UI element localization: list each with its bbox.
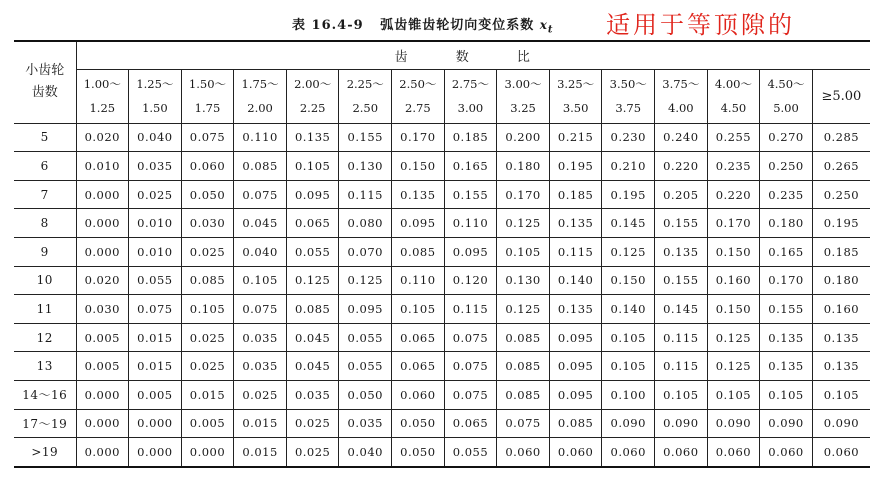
table-cell: 0.015 bbox=[129, 323, 182, 352]
table-cell: 0.060 bbox=[392, 380, 445, 409]
table-cell: 0.075 bbox=[444, 323, 497, 352]
table-cell: 0.040 bbox=[234, 237, 287, 266]
table-cell: 0.055 bbox=[286, 237, 339, 266]
table-cell: 0.080 bbox=[339, 209, 392, 238]
table-cell: 0.135 bbox=[812, 323, 870, 352]
table-cell: 0.065 bbox=[286, 209, 339, 238]
table-cell: 0.200 bbox=[497, 123, 550, 152]
range-from: 2.75～ bbox=[451, 77, 489, 91]
range-to: 4.50 bbox=[720, 101, 747, 115]
table-row bbox=[14, 295, 870, 324]
table-row bbox=[14, 409, 870, 438]
table-cell: 0.170 bbox=[497, 180, 550, 209]
table-cell: 0.010 bbox=[129, 237, 182, 266]
table-cell: 0.015 bbox=[181, 380, 234, 409]
row-label: >19 bbox=[14, 438, 76, 467]
table-cell: 0.210 bbox=[602, 152, 655, 181]
table-cell: 0.065 bbox=[392, 323, 445, 352]
table-cell: 0.090 bbox=[812, 409, 870, 438]
table-cell: 0.105 bbox=[602, 352, 655, 381]
table-cell: 0.000 bbox=[76, 209, 129, 238]
table-cell: 0.075 bbox=[444, 380, 497, 409]
table-cell: 0.055 bbox=[444, 438, 497, 467]
header-pinion-line1: 小齿轮 bbox=[25, 63, 65, 79]
table-cell: 0.010 bbox=[76, 152, 129, 181]
table-cell: 0.115 bbox=[655, 352, 708, 381]
table-cell: 0.170 bbox=[707, 209, 760, 238]
header-range-2 bbox=[181, 69, 234, 123]
table-cell: 0.075 bbox=[129, 295, 182, 324]
row-label: 6 bbox=[14, 152, 76, 181]
table-row bbox=[14, 380, 870, 409]
table-cell: 0.155 bbox=[444, 180, 497, 209]
header-pinion-line2: 齿数 bbox=[31, 85, 58, 101]
row-label: 5 bbox=[14, 123, 76, 152]
table-cell: 0.230 bbox=[602, 123, 655, 152]
table-cell: 0.265 bbox=[812, 152, 870, 181]
range-from: 3.50～ bbox=[609, 77, 647, 91]
table-cell: 0.135 bbox=[760, 323, 813, 352]
table-cell: 0.000 bbox=[181, 438, 234, 467]
table-row bbox=[14, 352, 870, 381]
table-cell: 0.000 bbox=[76, 380, 129, 409]
row-label: 11 bbox=[14, 295, 76, 324]
table-cell: 0.150 bbox=[707, 237, 760, 266]
table-cell: 0.250 bbox=[760, 152, 813, 181]
table-cell: 0.185 bbox=[549, 180, 602, 209]
table-cell: 0.220 bbox=[655, 152, 708, 181]
table-cell: 0.005 bbox=[181, 409, 234, 438]
header-range-10 bbox=[602, 69, 655, 123]
range-to: 2.75 bbox=[405, 101, 431, 115]
table-cell: 0.035 bbox=[129, 152, 182, 181]
table-cell: 0.250 bbox=[812, 180, 870, 209]
table-cell: 0.150 bbox=[707, 295, 760, 324]
table-row bbox=[14, 438, 870, 467]
table-cell: 0.060 bbox=[707, 438, 760, 467]
header-range-0 bbox=[76, 69, 129, 123]
table-cell: 0.100 bbox=[602, 380, 655, 409]
header-range-9 bbox=[549, 69, 602, 123]
table-cell: 0.140 bbox=[549, 266, 602, 295]
table-cell: 0.095 bbox=[549, 352, 602, 381]
row-label: 12 bbox=[14, 323, 76, 352]
table-cell: 0.145 bbox=[602, 209, 655, 238]
table-cell: 0.035 bbox=[286, 380, 339, 409]
table-row bbox=[14, 123, 870, 152]
header-range-3 bbox=[234, 69, 287, 123]
table-cell: 0.240 bbox=[655, 123, 708, 152]
table-cell: 0.085 bbox=[497, 352, 550, 381]
table-cell: 0.085 bbox=[286, 295, 339, 324]
table-cell: 0.095 bbox=[339, 295, 392, 324]
table-cell: 0.085 bbox=[549, 409, 602, 438]
row-label: 8 bbox=[14, 209, 76, 238]
table-cell: 0.060 bbox=[655, 438, 708, 467]
table-cell: 0.075 bbox=[234, 295, 287, 324]
table-cell: 0.125 bbox=[497, 295, 550, 324]
table-cell: 0.110 bbox=[392, 266, 445, 295]
table-cell: 0.085 bbox=[392, 237, 445, 266]
table-cell: 0.085 bbox=[497, 323, 550, 352]
table-cell: 0.000 bbox=[76, 438, 129, 467]
table-cell: 0.015 bbox=[234, 409, 287, 438]
table-cell: 0.075 bbox=[181, 123, 234, 152]
table-cell: 0.185 bbox=[812, 237, 870, 266]
table-cell: 0.065 bbox=[444, 409, 497, 438]
table-cell: 0.025 bbox=[286, 438, 339, 467]
title-name: 弧齿锥齿轮切向变位系数 bbox=[380, 18, 535, 33]
table-cell: 0.055 bbox=[339, 323, 392, 352]
table-cell: 0.060 bbox=[181, 152, 234, 181]
row-label: 9 bbox=[14, 237, 76, 266]
table-cell: 0.135 bbox=[549, 209, 602, 238]
table-cell: 0.085 bbox=[181, 266, 234, 295]
table-cell: 0.060 bbox=[549, 438, 602, 467]
range-to: 2.00 bbox=[247, 101, 273, 115]
table-cell: 0.135 bbox=[812, 352, 870, 381]
table-cell: 0.255 bbox=[707, 123, 760, 152]
range-from: 3.25～ bbox=[557, 77, 595, 91]
table-cell: 0.060 bbox=[760, 438, 813, 467]
table-cell: 0.105 bbox=[286, 152, 339, 181]
header-range-11 bbox=[655, 69, 708, 123]
table-cell: 0.060 bbox=[812, 438, 870, 467]
table-row bbox=[14, 152, 870, 181]
table-cell: 0.115 bbox=[444, 295, 497, 324]
table-cell: 0.015 bbox=[129, 352, 182, 381]
table-cell: 0.030 bbox=[76, 295, 129, 324]
table-cell: 0.135 bbox=[549, 295, 602, 324]
table-cell: 0.155 bbox=[760, 295, 813, 324]
table-cell: 0.160 bbox=[707, 266, 760, 295]
table-cell: 0.050 bbox=[339, 380, 392, 409]
table-cell: 0.115 bbox=[655, 323, 708, 352]
range-from: 2.50～ bbox=[399, 77, 437, 91]
table-cell: 0.195 bbox=[602, 180, 655, 209]
table-cell: 0.035 bbox=[339, 409, 392, 438]
table-cell: 0.165 bbox=[444, 152, 497, 181]
table-title bbox=[0, 4, 894, 38]
header-tooth-ratio: 齿 数 比 bbox=[76, 41, 870, 69]
range-from: 1.25～ bbox=[136, 77, 174, 91]
table-cell: 0.060 bbox=[602, 438, 655, 467]
table-cell: 0.015 bbox=[234, 438, 287, 467]
range-to: 1.25 bbox=[89, 101, 116, 115]
table-cell: 0.150 bbox=[392, 152, 445, 181]
header-range-6 bbox=[392, 69, 445, 123]
table-cell: 0.195 bbox=[549, 152, 602, 181]
table-row bbox=[14, 323, 870, 352]
table-cell: 0.155 bbox=[339, 123, 392, 152]
table-cell: 0.105 bbox=[707, 380, 760, 409]
table-cell: 0.050 bbox=[181, 180, 234, 209]
table-cell: 0.095 bbox=[286, 180, 339, 209]
table-cell: 0.055 bbox=[339, 352, 392, 381]
range-to: 4.00 bbox=[668, 101, 694, 115]
table-cell: 0.270 bbox=[760, 123, 813, 152]
table-cell: 0.030 bbox=[181, 209, 234, 238]
range-from: 3.00～ bbox=[504, 77, 542, 91]
table-cell: 0.085 bbox=[234, 152, 287, 181]
range-from: 3.75～ bbox=[662, 77, 700, 91]
range-from: 2.25～ bbox=[346, 77, 384, 91]
table-cell: 0.025 bbox=[234, 380, 287, 409]
table-cell: 0.090 bbox=[655, 409, 708, 438]
range-from: 1.75～ bbox=[241, 77, 279, 91]
table-row bbox=[14, 237, 870, 266]
table-cell: 0.135 bbox=[655, 237, 708, 266]
table-cell: 0.065 bbox=[392, 352, 445, 381]
table-cell: 0.115 bbox=[549, 237, 602, 266]
table-cell: 0.105 bbox=[497, 237, 550, 266]
table-cell: 0.195 bbox=[812, 209, 870, 238]
table-cell: 0.135 bbox=[286, 123, 339, 152]
table-cell: 0.105 bbox=[234, 266, 287, 295]
title-subscript: t bbox=[547, 24, 554, 36]
row-label: 14～16 bbox=[14, 380, 76, 409]
table-cell: 0.060 bbox=[497, 438, 550, 467]
table-cell: 0.090 bbox=[760, 409, 813, 438]
table-cell: 0.085 bbox=[497, 380, 550, 409]
table-cell: 0.075 bbox=[497, 409, 550, 438]
table-cell: 0.040 bbox=[129, 123, 182, 152]
table-cell: 0.010 bbox=[129, 209, 182, 238]
row-label: 7 bbox=[14, 180, 76, 209]
header-range-4 bbox=[286, 69, 339, 123]
row-label: 13 bbox=[14, 352, 76, 381]
table-cell: 0.055 bbox=[129, 266, 182, 295]
table-cell: 0.155 bbox=[655, 209, 708, 238]
table-cell: 0.150 bbox=[602, 266, 655, 295]
table-cell: 0.135 bbox=[392, 180, 445, 209]
header-range-last: ≥5.00 bbox=[812, 69, 870, 123]
table-cell: 0.025 bbox=[181, 237, 234, 266]
table-cell: 0.120 bbox=[444, 266, 497, 295]
table-cell: 0.035 bbox=[234, 352, 287, 381]
range-to: 3.50 bbox=[562, 101, 589, 115]
table-cell: 0.180 bbox=[497, 152, 550, 181]
table-cell: 0.180 bbox=[760, 209, 813, 238]
table-cell: 0.005 bbox=[129, 380, 182, 409]
table-cell: 0.025 bbox=[129, 180, 182, 209]
table-cell: 0.220 bbox=[707, 180, 760, 209]
range-from: 4.00～ bbox=[714, 77, 752, 91]
table-cell: 0.000 bbox=[76, 409, 129, 438]
table-cell: 0.125 bbox=[497, 209, 550, 238]
table-cell: 0.050 bbox=[392, 438, 445, 467]
table-cell: 0.070 bbox=[339, 237, 392, 266]
table-cell: 0.105 bbox=[760, 380, 813, 409]
table-cell: 0.140 bbox=[602, 295, 655, 324]
table-cell: 0.125 bbox=[707, 323, 760, 352]
table-cell: 0.095 bbox=[392, 209, 445, 238]
table-cell: 0.045 bbox=[234, 209, 287, 238]
table-cell: 0.145 bbox=[655, 295, 708, 324]
table-cell: 0.170 bbox=[760, 266, 813, 295]
table-cell: 0.125 bbox=[286, 266, 339, 295]
range-from: 1.50～ bbox=[188, 77, 227, 91]
table-cell: 0.000 bbox=[129, 409, 182, 438]
header-range-8 bbox=[497, 69, 550, 123]
table-cell: 0.205 bbox=[655, 180, 708, 209]
range-from: 2.00～ bbox=[294, 77, 332, 91]
table-cell: 0.105 bbox=[655, 380, 708, 409]
table-cell: 0.125 bbox=[707, 352, 760, 381]
table-cell: 0.285 bbox=[812, 123, 870, 152]
table-cell: 0.020 bbox=[76, 123, 129, 152]
table-cell: 0.025 bbox=[181, 352, 234, 381]
table-cell: 0.105 bbox=[812, 380, 870, 409]
table-cell: 0.045 bbox=[286, 352, 339, 381]
table-cell: 0.180 bbox=[812, 266, 870, 295]
table-cell: 0.000 bbox=[76, 180, 129, 209]
table-cell: 0.025 bbox=[181, 323, 234, 352]
handwritten-annotation: 适用于等顶隙的 bbox=[606, 11, 795, 39]
shift-coefficient-table bbox=[14, 40, 870, 468]
table-cell: 0.050 bbox=[392, 409, 445, 438]
table-cell: 0.000 bbox=[76, 237, 129, 266]
range-to: 3.25 bbox=[510, 101, 536, 115]
table-cell: 0.005 bbox=[76, 323, 129, 352]
table-cell: 0.215 bbox=[549, 123, 602, 152]
table-cell: 0.160 bbox=[812, 295, 870, 324]
table-cell: 0.130 bbox=[339, 152, 392, 181]
range-to: 2.25 bbox=[299, 101, 326, 115]
table-cell: 0.095 bbox=[549, 323, 602, 352]
header-pinion-teeth bbox=[14, 41, 76, 123]
table-cell: 0.235 bbox=[707, 152, 760, 181]
table-cell: 0.090 bbox=[707, 409, 760, 438]
table-cell: 0.090 bbox=[602, 409, 655, 438]
header-range-7 bbox=[444, 69, 497, 123]
table-cell: 0.170 bbox=[392, 123, 445, 152]
table-cell: 0.095 bbox=[444, 237, 497, 266]
range-to: 5.00 bbox=[773, 101, 799, 115]
range-from: 1.00～ bbox=[83, 77, 121, 91]
table-cell: 0.040 bbox=[339, 438, 392, 467]
header-range-5 bbox=[339, 69, 392, 123]
table-cell: 0.095 bbox=[549, 380, 602, 409]
table-row bbox=[14, 266, 870, 295]
table-cell: 0.155 bbox=[655, 266, 708, 295]
row-label: 10 bbox=[14, 266, 76, 295]
range-to: 3.75 bbox=[615, 101, 642, 115]
table-cell: 0.045 bbox=[286, 323, 339, 352]
table-cell: 0.105 bbox=[181, 295, 234, 324]
table-row bbox=[14, 180, 870, 209]
table-cell: 0.135 bbox=[760, 352, 813, 381]
header-range-13 bbox=[760, 69, 813, 123]
table-cell: 0.125 bbox=[602, 237, 655, 266]
table-cell: 0.110 bbox=[444, 209, 497, 238]
table-cell: 0.105 bbox=[602, 323, 655, 352]
table-cell: 0.130 bbox=[497, 266, 550, 295]
printed-title bbox=[292, 14, 554, 35]
table-cell: 0.105 bbox=[392, 295, 445, 324]
table-cell: 0.020 bbox=[76, 266, 129, 295]
range-to: 1.75 bbox=[194, 101, 221, 115]
range-to: 3.00 bbox=[457, 101, 484, 115]
header-range-1 bbox=[129, 69, 182, 123]
table-cell: 0.185 bbox=[444, 123, 497, 152]
table-cell: 0.165 bbox=[760, 237, 813, 266]
table-row bbox=[14, 209, 870, 238]
table-cell: 0.110 bbox=[234, 123, 287, 152]
table-cell: 0.115 bbox=[339, 180, 392, 209]
table-cell: 0.075 bbox=[444, 352, 497, 381]
table-cell: 0.125 bbox=[339, 266, 392, 295]
range-from: 4.50～ bbox=[767, 77, 805, 91]
row-label: 17～19 bbox=[14, 409, 76, 438]
table-cell: 0.000 bbox=[129, 438, 182, 467]
range-to: 1.50 bbox=[142, 101, 168, 115]
table-cell: 0.035 bbox=[234, 323, 287, 352]
title-symbol: $x_t$ bbox=[539, 18, 554, 36]
table-cell: 0.025 bbox=[286, 409, 339, 438]
range-to: 2.50 bbox=[352, 101, 379, 115]
table-cell: 0.005 bbox=[76, 352, 129, 381]
table-cell: 0.235 bbox=[760, 180, 813, 209]
title-number: 表 16.4-9 bbox=[292, 18, 364, 33]
header-range-12 bbox=[707, 69, 760, 123]
table-cell: 0.075 bbox=[234, 180, 287, 209]
